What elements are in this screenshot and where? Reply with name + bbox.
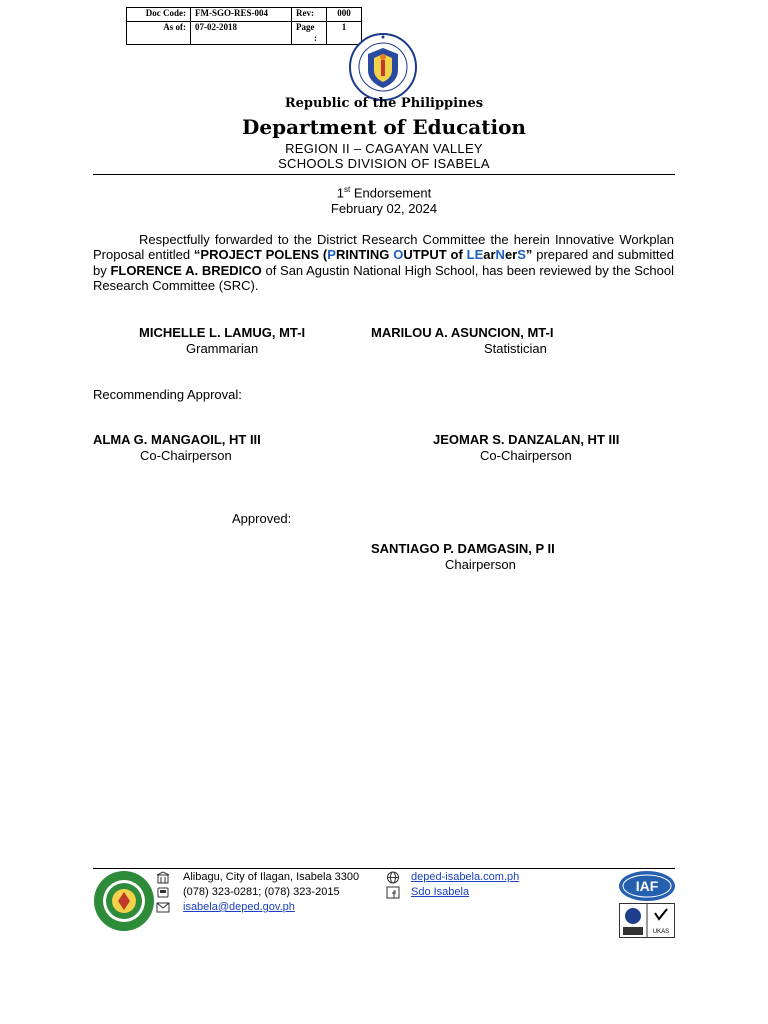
header-divider xyxy=(93,174,675,175)
footer-phone: (078) 323-0281; (078) 323-2015 xyxy=(183,886,340,898)
endorsement-number: 1 xyxy=(336,185,345,201)
building-icon xyxy=(156,871,170,884)
approved-label: Approved: xyxy=(232,511,292,526)
body-text-1: Respectfully forwarded to the District Research Committee the herein Innovative Workplan Proposal entitled xyxy=(93,232,674,263)
grammarian-name: MICHELLE L. LAMUG, MT-I xyxy=(139,325,306,340)
iso-ukas-certification-logo xyxy=(619,903,675,938)
republic-heading: Republic of the Philippines xyxy=(284,96,484,111)
chairperson-role: Chairperson xyxy=(445,557,516,572)
page-value: 1 xyxy=(327,22,362,45)
endorsement-heading xyxy=(0,185,768,200)
footer-email-link[interactable]: isabela@deped.gov.ph xyxy=(183,901,295,913)
footer-divider xyxy=(93,868,675,869)
endorsement-date: February 02, 2024 xyxy=(330,201,438,216)
author-name: FLORENCE A. BREDICO xyxy=(110,262,262,278)
iaf-logo xyxy=(618,870,676,902)
doc-code-label: Doc Code: xyxy=(127,8,191,22)
grammarian-role: Grammarian xyxy=(186,341,259,356)
body-text-2: prepared and submitted by xyxy=(93,247,674,278)
phone-icon xyxy=(156,886,170,899)
cochair2-role: Co-Chairperson xyxy=(480,448,572,463)
footer-website-link[interactable]: deped-isabela.com.ph xyxy=(411,871,520,883)
statistician-role: Statistician xyxy=(484,341,547,356)
endorsement-superscript: st xyxy=(344,185,351,194)
doc-code-value: FM-SGO-RES-004 xyxy=(191,8,292,22)
footer-facebook-link[interactable]: Sdo Isabela xyxy=(411,886,470,898)
cochair1-name: ALMA G. MANGAOIL, HT III xyxy=(93,432,261,447)
sdo-isabela-logo xyxy=(93,870,155,932)
deped-seal-logo xyxy=(348,32,418,102)
footer-address: Alibagu, City of Ilagan, Isabela 3300 xyxy=(183,871,360,883)
facebook-icon xyxy=(386,886,400,899)
as-of-label: As of: xyxy=(127,22,191,45)
proposal-title: “PROJECT POLENS (PRINTING OUTPUT of LEarNerS” xyxy=(193,247,533,263)
globe-icon xyxy=(386,871,400,884)
body-text-3: of San Agustin National High School, has been reviewed by the School Research Committee (SRC). xyxy=(93,262,674,293)
department-heading: Department of Education xyxy=(242,115,526,139)
rev-label: Rev: xyxy=(292,8,327,22)
page-label: Page : xyxy=(292,22,327,45)
iaf-text: IAF xyxy=(635,878,659,894)
chairperson-name: SANTIAGO P. DAMGASIN, P II xyxy=(371,541,555,556)
doc-control-table xyxy=(126,7,362,45)
statistician-name: MARILOU A. ASUNCION, MT-I xyxy=(371,325,554,340)
as-of-value: 07-02-2018 xyxy=(191,22,292,45)
ukas-text: UKAS xyxy=(652,929,670,935)
division-heading: SCHOOLS DIVISION OF ISABELA xyxy=(278,156,490,171)
envelope-icon xyxy=(156,901,170,914)
body-paragraph xyxy=(93,232,674,293)
rev-value: 000 xyxy=(327,8,362,22)
region-heading: REGION II – CAGAYAN VALLEY xyxy=(285,141,483,156)
recommending-approval-label: Recommending Approval: xyxy=(93,387,242,402)
endorsement-word: Endorsement xyxy=(350,185,432,201)
cochair1-role: Co-Chairperson xyxy=(140,448,232,463)
cochair2-name: JEOMAR S. DANZALAN, HT III xyxy=(433,432,620,447)
